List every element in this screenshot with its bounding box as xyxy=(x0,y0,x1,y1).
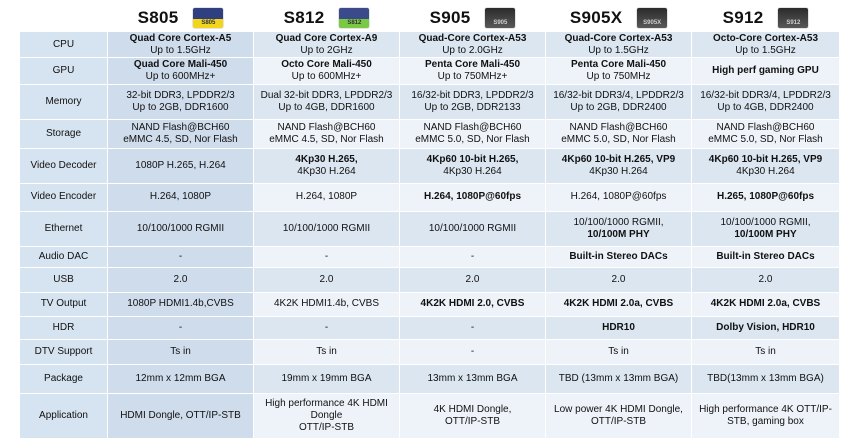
cell-line: NAND Flash@BCH60 xyxy=(131,121,230,133)
table-row xyxy=(20,84,840,119)
table-cell xyxy=(400,340,546,364)
cell-line: Quad-Core Cortex-A53 xyxy=(564,32,673,44)
cell-line: Penta Core Mali-450 xyxy=(570,59,667,71)
cell-line: Penta Core Mali-450 xyxy=(424,59,521,71)
cell-line: eMMC 5.0, SD, Nor Flash xyxy=(415,133,530,145)
cell-line: 10/100/1000 RGMII xyxy=(282,223,371,235)
cell-line: 2.0 xyxy=(319,273,334,285)
cell-line: Ts in xyxy=(170,346,191,358)
cell-line: 4Kp60 10-bit H.265, xyxy=(426,153,519,165)
table-cell xyxy=(254,340,400,364)
cell-line: NAND Flash@BCH60 xyxy=(716,121,815,133)
table-cell xyxy=(546,84,692,119)
cell-line: 2.0 xyxy=(173,273,188,285)
cell-line: OTT/IP-STB xyxy=(299,422,354,434)
cell-line: - xyxy=(470,322,475,334)
table-row xyxy=(20,148,840,183)
table-cell xyxy=(254,32,400,58)
cell-line: NAND Flash@BCH60 xyxy=(277,121,376,133)
cell-line: 19mm x 19mm BGA xyxy=(281,373,372,385)
chip-image-label: S905 xyxy=(493,19,508,26)
chip-image-icon xyxy=(637,8,667,28)
cell-line: 10/100/1000 RGMII, xyxy=(573,217,664,229)
cell-line: Quad Core Cortex-A5 xyxy=(129,32,232,44)
table-cell xyxy=(400,247,546,268)
table-cell xyxy=(108,292,254,316)
table-cell xyxy=(400,268,546,292)
cell-line: Up to 2GB, DDR2400 xyxy=(570,101,667,113)
chip-image-label: S812 xyxy=(347,19,362,26)
cell-line: H.265, 1080P@60fps xyxy=(716,191,815,203)
table-cell xyxy=(400,212,546,247)
cell-line: Up to 4GB, DDR2400 xyxy=(717,101,814,113)
cell-line: 2.0 xyxy=(758,273,773,285)
table-cell xyxy=(108,317,254,340)
cell-line: Octo Core Mali-450 xyxy=(281,59,372,71)
table-cell xyxy=(400,84,546,119)
row-label: Video Decoder xyxy=(20,148,108,183)
cell-line: 16/32-bit DDR3/4, LPDDR2/3 xyxy=(700,89,831,101)
table-cell xyxy=(108,183,254,212)
cell-line: eMMC 5.0, SD, Nor Flash xyxy=(561,133,676,145)
cell-line: 2.0 xyxy=(465,273,480,285)
table-row xyxy=(20,317,840,340)
row-label: HDR xyxy=(20,317,108,340)
cell-line: 2.0 xyxy=(611,273,626,285)
table-cell xyxy=(254,364,400,394)
cell-line: NAND Flash@BCH60 xyxy=(423,121,522,133)
table-cell xyxy=(400,317,546,340)
row-label: Storage xyxy=(20,119,108,148)
cell-line: Up to 1.5GHz xyxy=(588,44,649,56)
cell-line: eMMC 4.5, SD, Nor Flash xyxy=(269,133,384,145)
table-cell xyxy=(400,364,546,394)
table-cell xyxy=(108,84,254,119)
cell-line: Dual 32-bit DDR3, LPDDR2/3 xyxy=(260,89,393,101)
cell-line: Up to 1.5GHz xyxy=(735,44,796,56)
cell-line: 10/100/1000 RGMII xyxy=(428,223,517,235)
header-row xyxy=(20,4,840,32)
table-cell xyxy=(400,292,546,316)
cell-line: H.264, 1080P xyxy=(295,191,358,203)
cell-line: - xyxy=(178,322,183,334)
table-cell xyxy=(108,247,254,268)
cell-line: 4Kp30 H.264 xyxy=(297,165,356,177)
table-cell xyxy=(400,32,546,58)
cell-line: 1080P HDMI1.4b,CVBS xyxy=(127,298,234,310)
cell-line: - xyxy=(470,251,475,263)
table-cell xyxy=(546,183,692,212)
table-cell xyxy=(108,340,254,364)
table-cell xyxy=(108,119,254,148)
cell-line: Up to 600MHz+ xyxy=(291,71,362,83)
cell-line: OTT/IP-STB xyxy=(591,416,646,428)
table-cell xyxy=(400,394,546,439)
table-cell xyxy=(254,317,400,340)
table-cell xyxy=(546,212,692,247)
cell-line: OTT/IP-STB xyxy=(445,416,500,428)
table-cell xyxy=(400,119,546,148)
table-cell xyxy=(546,364,692,394)
cell-line: Quad-Core Cortex-A53 xyxy=(418,32,527,44)
table-row xyxy=(20,340,840,364)
cell-line: 32-bit DDR3, LPDDR2/3 xyxy=(126,89,235,101)
chip-image-label: S905X xyxy=(643,19,662,26)
table-row xyxy=(20,394,840,439)
table-cell xyxy=(108,268,254,292)
cell-line: Up to 2GHz xyxy=(300,44,353,56)
header-s905x xyxy=(546,4,692,32)
cell-line: 4K2K HDMI 2.0a, CVBS xyxy=(710,298,821,310)
table-cell xyxy=(254,394,400,439)
table-row xyxy=(20,212,840,247)
chip-image-icon xyxy=(193,8,223,28)
table-cell xyxy=(108,58,254,84)
header-corner xyxy=(20,4,108,32)
row-label: DTV Support xyxy=(20,340,108,364)
table-row xyxy=(20,268,840,292)
row-label: Audio DAC xyxy=(20,247,108,268)
table-cell xyxy=(254,268,400,292)
table-row xyxy=(20,119,840,148)
cell-line: H.264, 1080P xyxy=(149,191,212,203)
chip-name: S912 xyxy=(722,7,764,27)
table-cell xyxy=(254,119,400,148)
row-label: TV Output xyxy=(20,292,108,316)
table-cell xyxy=(254,84,400,119)
table-cell xyxy=(546,247,692,268)
chip-image-label: S805 xyxy=(201,19,216,26)
cell-line: Up to 750MHz xyxy=(586,71,651,83)
row-label: Application xyxy=(20,394,108,439)
table-cell xyxy=(546,148,692,183)
table-cell xyxy=(546,119,692,148)
row-label: Video Encoder xyxy=(20,183,108,212)
header-s912 xyxy=(692,4,840,32)
table-body xyxy=(20,32,840,439)
chip-image-icon xyxy=(485,8,515,28)
chip-image-label: S912 xyxy=(786,19,801,26)
cell-line: TBD (13mm x 13mm BGA) xyxy=(558,373,679,385)
cell-line: 4Kp60 10-bit H.265, VP9 xyxy=(708,153,823,165)
cell-line: Up to 1.5GHz xyxy=(150,44,211,56)
row-label: USB xyxy=(20,268,108,292)
table-cell xyxy=(400,148,546,183)
table-row xyxy=(20,364,840,394)
table-row xyxy=(20,58,840,84)
cell-line: 1080P H.265, H.264 xyxy=(135,159,226,171)
cell-line: NAND Flash@BCH60 xyxy=(569,121,668,133)
cell-line: Up to 600MHz+ xyxy=(145,71,216,83)
table-cell xyxy=(692,58,840,84)
cell-line: 16/32-bit DDR3/4, LPDDR2/3 xyxy=(553,89,684,101)
cell-line: Low power 4K HDMI Dongle, xyxy=(554,404,683,416)
cell-line: HDMI Dongle, OTT/IP-STB xyxy=(120,410,241,422)
chip-name: S905 xyxy=(429,7,471,27)
table-cell xyxy=(546,340,692,364)
table-cell xyxy=(692,268,840,292)
cell-line: Up to 2GB, DDR2133 xyxy=(424,101,521,113)
table-cell xyxy=(254,58,400,84)
cell-line: 4K2K HDMI1.4b, CVBS xyxy=(273,298,380,310)
table-cell xyxy=(546,58,692,84)
cell-line: 4K2K HDMI 2.0, CVBS xyxy=(420,298,525,310)
cell-line: Quad Core Mali-450 xyxy=(133,59,228,71)
cell-line: 13mm x 13mm BGA xyxy=(427,373,518,385)
table-cell xyxy=(692,148,840,183)
table-row xyxy=(20,247,840,268)
table-cell xyxy=(108,364,254,394)
chip-name: S812 xyxy=(283,7,325,27)
header-s812 xyxy=(254,4,400,32)
cell-line: Up to 2GB, DDR1600 xyxy=(132,101,229,113)
table-cell xyxy=(546,32,692,58)
table-cell xyxy=(692,340,840,364)
cell-line: eMMC 5.0, SD, Nor Flash xyxy=(708,133,823,145)
cell-line: 16/32-bit DDR3, LPDDR2/3 xyxy=(411,89,534,101)
table-cell xyxy=(546,317,692,340)
cell-line: Built-in Stereo DACs xyxy=(716,251,815,263)
cell-line: Ts in xyxy=(316,346,337,358)
table-cell xyxy=(692,183,840,212)
table-cell xyxy=(254,212,400,247)
cell-line: 4K HDMI Dongle, xyxy=(433,404,512,416)
cell-line: High perf gaming GPU xyxy=(712,65,819,77)
table-cell xyxy=(546,394,692,439)
row-label: Memory xyxy=(20,84,108,119)
table-cell xyxy=(692,394,840,439)
cell-line: Dolby Vision, HDR10 xyxy=(716,322,815,334)
cell-line: Dongle xyxy=(310,410,343,422)
table-cell xyxy=(692,317,840,340)
cell-line: 4Kp30 H.264 xyxy=(443,165,502,177)
row-label: Ethernet xyxy=(20,212,108,247)
cell-line: - xyxy=(470,346,475,358)
cell-line: Up to 2.0GHz xyxy=(442,44,503,56)
cell-line: - xyxy=(324,322,329,334)
cell-line: 10/100M PHY xyxy=(734,229,797,241)
table-cell xyxy=(692,119,840,148)
table-cell xyxy=(108,394,254,439)
cell-line: Ts in xyxy=(608,346,629,358)
row-label: CPU xyxy=(20,32,108,58)
table-row xyxy=(20,32,840,58)
table-cell xyxy=(254,292,400,316)
table-cell xyxy=(400,183,546,212)
cell-line: TBD(13mm x 13mm BGA) xyxy=(707,373,824,385)
table-cell xyxy=(254,247,400,268)
cell-line: 10/100M PHY xyxy=(587,229,650,241)
table-row xyxy=(20,292,840,316)
chip-name: S805 xyxy=(137,7,179,27)
cell-line: 10/100/1000 RGMII xyxy=(136,223,225,235)
chip-image-icon xyxy=(778,8,808,28)
table-cell xyxy=(546,292,692,316)
chip-image-icon xyxy=(339,8,369,28)
cell-line: H.264, 1080P@60fps xyxy=(423,191,522,203)
table-cell xyxy=(692,212,840,247)
chip-name: S905X xyxy=(569,7,623,27)
cell-line: 4K2K HDMI 2.0a, CVBS xyxy=(563,298,674,310)
cell-line: H.264, 1080P@60fps xyxy=(570,191,667,203)
cell-line: 12mm x 12mm BGA xyxy=(135,373,226,385)
cell-line: 4Kp30 H.265, xyxy=(295,153,358,165)
row-label: GPU xyxy=(20,58,108,84)
table-cell xyxy=(108,32,254,58)
row-label: Package xyxy=(20,364,108,394)
cell-line: 4Kp30 H.264 xyxy=(589,165,648,177)
header-s805 xyxy=(108,4,254,32)
table-cell xyxy=(692,364,840,394)
cell-line: Octo-Core Cortex-A53 xyxy=(712,32,819,44)
cell-line: 4Kp30 H.264 xyxy=(736,165,795,177)
cell-line: Quad Core Cortex-A9 xyxy=(275,32,378,44)
table-cell xyxy=(254,148,400,183)
table-row xyxy=(20,183,840,212)
table-cell xyxy=(692,32,840,58)
cell-line: Ts in xyxy=(755,346,776,358)
table-cell xyxy=(400,58,546,84)
cell-line: eMMC 4.5, SD, Nor Flash xyxy=(123,133,238,145)
soc-comparison-table xyxy=(19,3,840,439)
table-cell xyxy=(254,183,400,212)
table-cell xyxy=(108,212,254,247)
cell-line: Up to 4GB, DDR1600 xyxy=(278,101,375,113)
table-cell xyxy=(108,148,254,183)
table-cell xyxy=(692,247,840,268)
cell-line: - xyxy=(178,251,183,263)
cell-line: High performance 4K HDMI xyxy=(265,398,388,410)
cell-line: 4Kp60 10-bit H.265, VP9 xyxy=(561,153,676,165)
cell-line: STB, gaming box xyxy=(727,416,804,428)
table-cell xyxy=(692,84,840,119)
cell-line: 10/100/1000 RGMII, xyxy=(720,217,811,229)
table-cell xyxy=(692,292,840,316)
cell-line: High performance 4K OTT/IP- xyxy=(699,404,832,416)
cell-line: Built-in Stereo DACs xyxy=(569,251,668,263)
cell-line: - xyxy=(324,251,329,263)
table-cell xyxy=(546,268,692,292)
cell-line: Up to 750MHz+ xyxy=(437,71,508,83)
cell-line: HDR10 xyxy=(602,322,635,334)
header-s905 xyxy=(400,4,546,32)
